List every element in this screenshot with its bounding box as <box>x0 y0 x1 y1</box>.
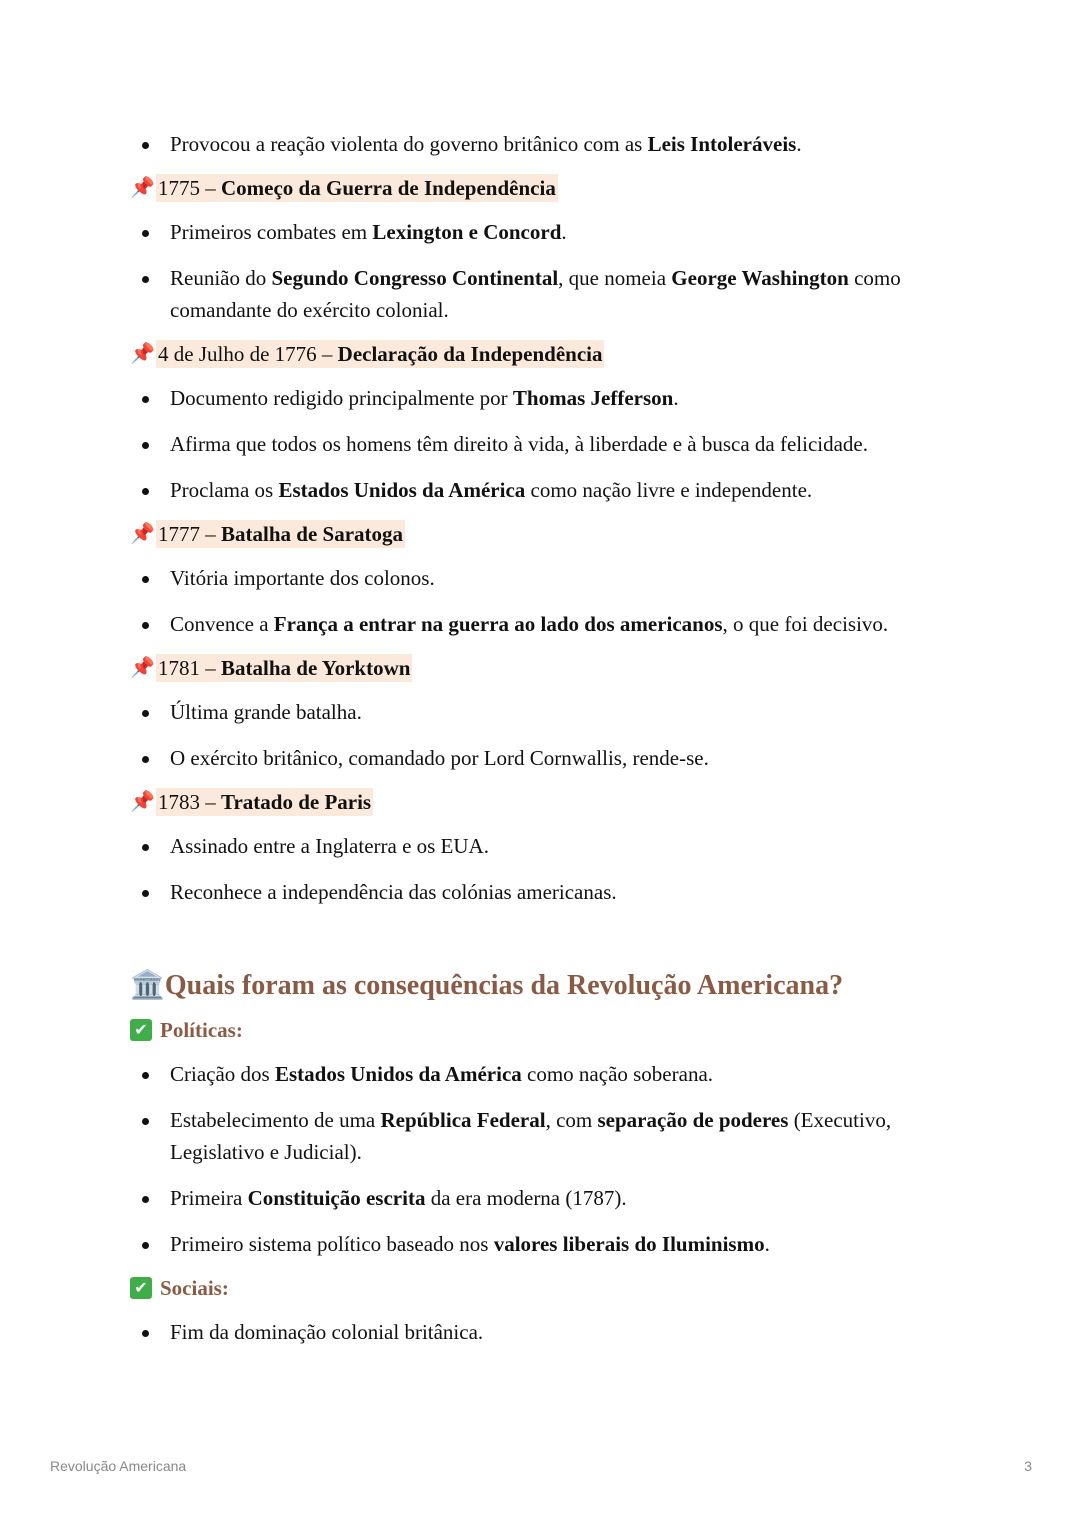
subheading-sociais <box>130 1274 950 1302</box>
list-item <box>130 1104 950 1168</box>
text: , o que foi decisivo. <box>722 612 889 636</box>
list-item <box>130 608 950 640</box>
bullet-icon <box>142 1072 149 1079</box>
event-heading-1781 <box>130 654 950 682</box>
list-item <box>130 1316 950 1348</box>
page-number: 3 <box>1024 1458 1032 1474</box>
subheading-text: Sociais: <box>160 1276 229 1300</box>
footer-title: Revolução Americana <box>50 1458 187 1474</box>
event-heading-1777 <box>130 520 950 548</box>
text: , com <box>545 1108 598 1132</box>
event-date: 1775 – <box>158 176 221 200</box>
text: Reconhece a independência das colónias americanas. <box>170 880 617 904</box>
list-item <box>130 474 950 506</box>
bullet-icon <box>142 1330 149 1337</box>
text: Estabelecimento de uma <box>170 1108 381 1132</box>
bullet-icon <box>142 756 149 763</box>
highlight <box>156 654 412 682</box>
text: Primeira <box>170 1186 248 1210</box>
text: Documento redigido principalmente por <box>170 386 513 410</box>
list-item <box>130 216 950 248</box>
bullet-icon <box>142 488 149 495</box>
highlight <box>156 174 558 202</box>
bold-text: Leis Intoleráveis <box>647 132 797 156</box>
list-item <box>130 830 950 862</box>
check-mark-icon: ✔ <box>130 1019 152 1041</box>
bullet-icon <box>142 844 149 851</box>
list-item <box>130 1058 950 1090</box>
subheading-text: Políticas: <box>160 1018 243 1042</box>
bullet-icon <box>142 1118 149 1125</box>
text: Criação dos <box>170 1062 275 1086</box>
bullet-icon <box>142 1242 149 1249</box>
pushpin-icon: 📌 <box>130 177 155 199</box>
text: Provocou a reação violenta do governo britânico com as <box>170 132 648 156</box>
pushpin-icon: 📌 <box>130 791 155 813</box>
text: Vitória importante dos colonos. <box>170 566 435 590</box>
list-item <box>130 742 950 774</box>
text: O exército britânico, comandado por Lord Cornwallis, rende-se. <box>170 746 709 770</box>
text: . <box>673 386 679 410</box>
highlight <box>156 788 373 816</box>
event-title: Batalha de Saratoga <box>221 522 404 546</box>
text: como comandante do exército colonial. <box>170 266 901 322</box>
bold-text: Segundo Congresso Continental <box>271 266 559 290</box>
bold-text: Estados Unidos da América <box>278 478 526 502</box>
list-item <box>130 1182 950 1214</box>
text: da era moderna (1787). <box>425 1186 627 1210</box>
bullet-icon <box>142 276 149 283</box>
text: como nação soberana. <box>521 1062 714 1086</box>
text: , que nomeia <box>558 266 672 290</box>
bullet-icon <box>142 890 149 897</box>
event-date: 1781 – <box>158 656 221 680</box>
list-item <box>130 428 950 460</box>
event-heading-1775 <box>130 174 950 202</box>
bold-text: valores liberais do Iluminismo <box>493 1232 765 1256</box>
text: Convence a <box>170 612 274 636</box>
heading-text: Quais foram as consequências da Revolução Americana? <box>164 970 844 1001</box>
text: como nação livre e independente. <box>525 478 813 502</box>
event-title: Tratado de Paris <box>221 790 372 814</box>
subheading-politicas <box>130 1016 950 1044</box>
bold-text: Lexington e Concord <box>372 220 562 244</box>
text: Fim da dominação colonial britânica. <box>170 1320 484 1344</box>
bullet-icon <box>142 1196 149 1203</box>
bullet-icon <box>142 622 149 629</box>
text: Afirma que todos os homens têm direito à vida, à liberdade e à busca da felicidade. <box>170 432 869 456</box>
classical-building-icon: 🏛️ <box>130 970 165 1001</box>
list-item <box>130 876 950 908</box>
list-item <box>130 128 950 160</box>
pushpin-icon: 📌 <box>130 523 155 545</box>
text: (Executivo, Legislativo e Judicial). <box>170 1108 892 1164</box>
bullet-icon <box>142 710 149 717</box>
event-date: 1777 – <box>158 522 221 546</box>
text: Primeiros combates em <box>170 220 373 244</box>
text: . <box>561 220 567 244</box>
event-date: 1783 – <box>158 790 221 814</box>
bold-text: França a entrar na guerra ao lado dos americanos <box>273 612 723 636</box>
list-item <box>130 262 950 326</box>
bold-text: Estados Unidos da América <box>274 1062 522 1086</box>
text: Última grande batalha. <box>170 700 362 724</box>
section-heading-consequences <box>130 968 950 1004</box>
event-title: Começo da Guerra de Independência <box>221 176 556 200</box>
bold-text: República Federal <box>380 1108 546 1132</box>
event-date: 4 de Julho de 1776 – <box>158 342 338 366</box>
list-item <box>130 562 950 594</box>
event-heading-1783 <box>130 788 950 816</box>
list-item <box>130 1228 950 1260</box>
highlight <box>156 340 604 368</box>
bold-text: Thomas Jefferson <box>512 386 674 410</box>
event-title: Declaração da Independência <box>337 342 603 366</box>
pushpin-icon: 📌 <box>130 343 155 365</box>
bullet-icon <box>142 576 149 583</box>
bullet-icon <box>142 230 149 237</box>
text: . <box>764 1232 770 1256</box>
check-mark-icon: ✔ <box>130 1277 152 1299</box>
bullet-icon <box>142 396 149 403</box>
text: Proclama os <box>170 478 279 502</box>
text: Reunião do <box>170 266 272 290</box>
bold-text: George Washington <box>671 266 849 290</box>
pushpin-icon: 📌 <box>130 657 155 679</box>
event-heading-1776 <box>130 340 950 368</box>
text: Primeiro sistema político baseado nos <box>170 1232 494 1256</box>
text: . <box>796 132 802 156</box>
list-item <box>130 696 950 728</box>
bullet-icon <box>142 142 149 149</box>
text: Assinado entre a Inglaterra e os EUA. <box>170 834 489 858</box>
document-page <box>130 128 950 1362</box>
page-footer <box>50 1458 1032 1474</box>
bold-text: Constituição escrita <box>247 1186 426 1210</box>
bullet-icon <box>142 442 149 449</box>
event-title: Batalha de Yorktown <box>221 656 411 680</box>
bold-text: separação de poderes <box>597 1108 789 1132</box>
highlight <box>156 520 405 548</box>
list-item <box>130 382 950 414</box>
